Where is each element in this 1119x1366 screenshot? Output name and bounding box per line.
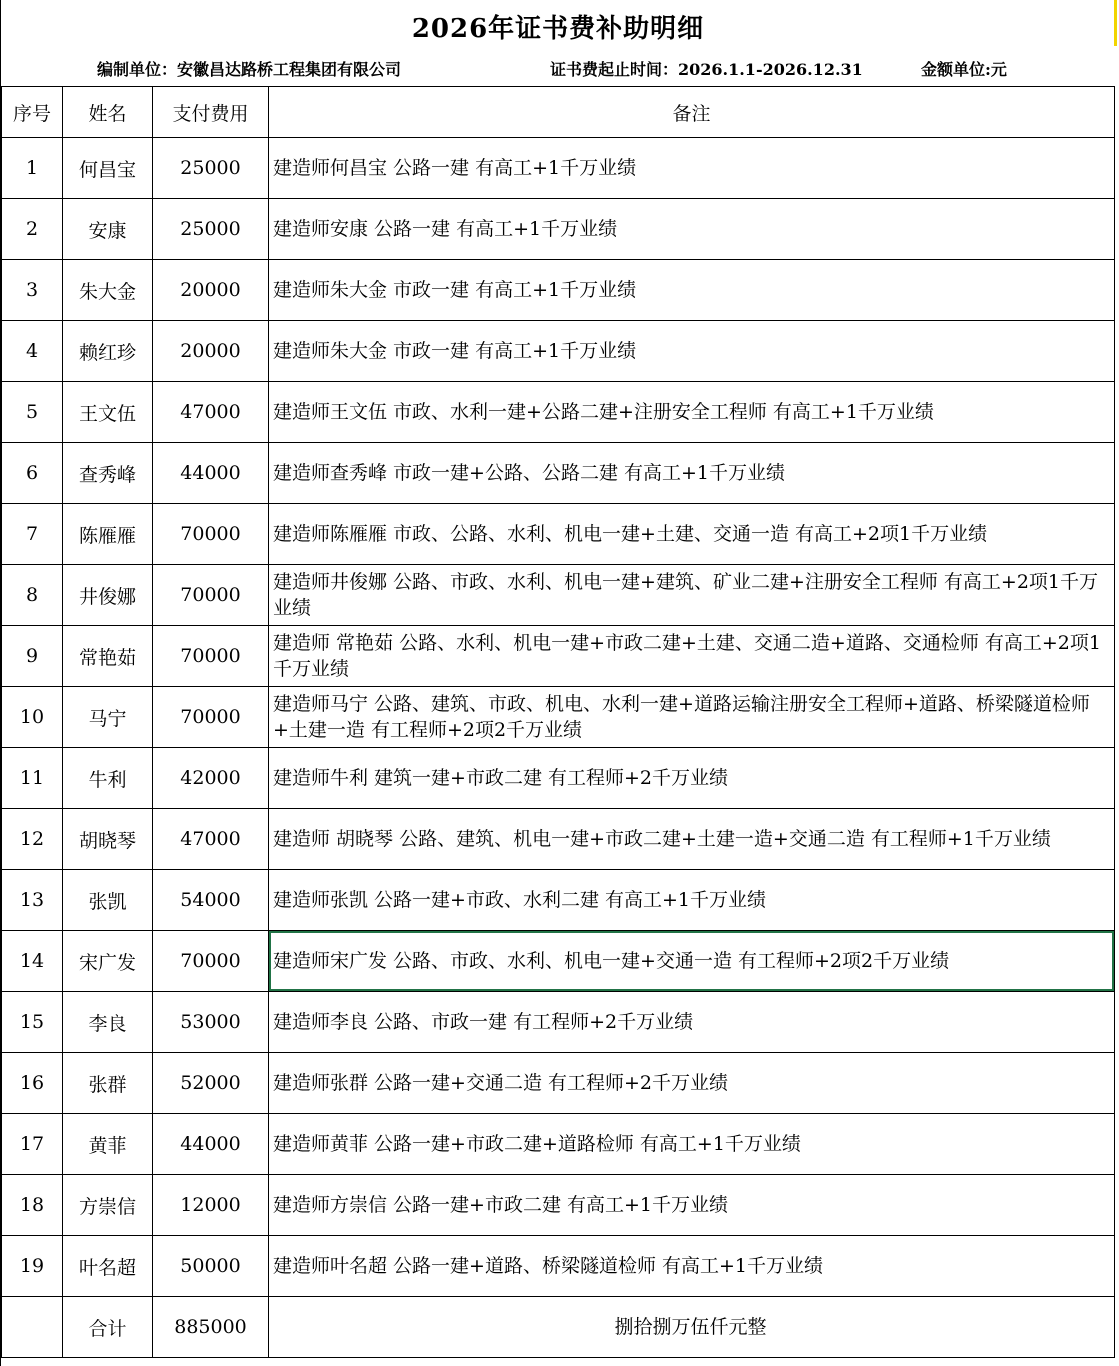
row-name-cell[interactable]: 赖红珍 [63,321,153,382]
row-name-cell[interactable]: 常艳茹 [63,626,153,687]
row-name-cell[interactable]: 马宁 [63,687,153,748]
total-index-cell[interactable] [2,1297,63,1358]
row-name-cell[interactable]: 方崇信 [63,1175,153,1236]
row-index-cell[interactable]: 1 [2,138,63,199]
row-name-cell[interactable]: 王文伍 [63,382,153,443]
row-amount-cell[interactable]: 52000 [153,1053,269,1114]
row-amount-cell[interactable]: 53000 [153,992,269,1053]
header-amount[interactable]: 支付费用 [153,87,269,138]
row-amount-cell[interactable]: 54000 [153,870,269,931]
row-remarks-cell[interactable]: 建造师牛利 建筑一建+市政二建 有工程师+2千万业绩 [269,748,1115,809]
row-remarks-cell[interactable]: 建造师宋广发 公路、市政、水利、机电一建+交通一造 有工程师+2项2千万业绩 [269,931,1115,992]
sheet-title: 2026年证书费补助明细 [411,13,705,44]
table-row [2,1236,1115,1297]
table-row [2,504,1115,565]
row-amount-cell[interactable]: 70000 [153,687,269,748]
row-index-cell[interactable]: 5 [2,382,63,443]
row-amount-cell[interactable]: 12000 [153,1175,269,1236]
row-name-cell[interactable]: 张群 [63,1053,153,1114]
subsidy-table [1,86,1115,1358]
row-index-cell[interactable]: 18 [2,1175,63,1236]
row-name-cell[interactable]: 宋广发 [63,931,153,992]
row-remarks-cell[interactable]: 建造师王文伍 市政、水利一建+公路二建+注册安全工程师 有高工+1千万业绩 [269,382,1115,443]
row-remarks-cell[interactable]: 建造师马宁 公路、建筑、市政、机电、水利一建+道路运输注册安全工程师+道路、桥梁隧道检师+土建一造 有工程师+2项2千万业绩 [269,687,1115,748]
row-name-cell[interactable]: 胡晓琴 [63,809,153,870]
row-remarks-cell[interactable]: 建造师 胡晓琴 公路、建筑、机电一建+市政二建+土建一造+交通二造 有工程师+1千万业绩 [269,809,1115,870]
row-remarks-cell[interactable]: 建造师安康 公路一建 有高工+1千万业绩 [269,199,1115,260]
row-index-cell[interactable]: 15 [2,992,63,1053]
row-index-cell[interactable]: 11 [2,748,63,809]
row-index-cell[interactable]: 7 [2,504,63,565]
row-name-cell[interactable]: 李良 [63,992,153,1053]
row-index-cell[interactable]: 13 [2,870,63,931]
row-name-cell[interactable]: 黄菲 [63,1114,153,1175]
row-remarks-cell[interactable]: 建造师陈雁雁 市政、公路、水利、机电一建+土建、交通一造 有高工+2项1千万业绩 [269,504,1115,565]
table-row [2,321,1115,382]
row-amount-cell[interactable]: 70000 [153,931,269,992]
fee-period: 证书费起止时间：2026.1.1-2026.12.31 [550,60,863,79]
row-amount-cell[interactable]: 20000 [153,260,269,321]
amount-unit: 金额单位:元 [921,60,1007,79]
row-index-cell[interactable]: 6 [2,443,63,504]
row-amount-cell[interactable]: 50000 [153,1236,269,1297]
row-name-cell[interactable]: 叶名超 [63,1236,153,1297]
row-index-cell[interactable]: 19 [2,1236,63,1297]
table-row [2,748,1115,809]
row-amount-cell[interactable]: 25000 [153,138,269,199]
table-row [2,870,1115,931]
total-row [2,1297,1115,1358]
header-remarks[interactable]: 备注 [269,87,1115,138]
row-name-cell[interactable]: 陈雁雁 [63,504,153,565]
row-index-cell[interactable]: 17 [2,1114,63,1175]
row-remarks-cell[interactable]: 建造师张群 公路一建+交通二造 有工程师+2千万业绩 [269,1053,1115,1114]
table-row [2,1175,1115,1236]
table-row [2,1114,1115,1175]
header-row [2,87,1115,138]
header-index[interactable]: 序号 [2,87,63,138]
row-index-cell[interactable]: 3 [2,260,63,321]
row-remarks-cell[interactable]: 建造师何昌宝 公路一建 有高工+1千万业绩 [269,138,1115,199]
row-amount-cell[interactable]: 44000 [153,443,269,504]
row-remarks-cell[interactable]: 建造师朱大金 市政一建 有高工+1千万业绩 [269,260,1115,321]
table-row [2,809,1115,870]
row-amount-cell[interactable]: 47000 [153,382,269,443]
row-amount-cell[interactable]: 42000 [153,748,269,809]
table-row [2,138,1115,199]
total-in-words[interactable]: 捌拾捌万伍仟元整 [269,1297,1115,1358]
total-label[interactable]: 合计 [63,1297,153,1358]
row-index-cell[interactable]: 14 [2,931,63,992]
row-remarks-cell[interactable]: 建造师叶名超 公路一建+道路、桥梁隧道检师 有高工+1千万业绩 [269,1236,1115,1297]
row-index-cell[interactable]: 9 [2,626,63,687]
row-name-cell[interactable]: 安康 [63,199,153,260]
row-index-cell[interactable]: 10 [2,687,63,748]
row-name-cell[interactable]: 牛利 [63,748,153,809]
row-index-cell[interactable]: 8 [2,565,63,626]
row-index-cell[interactable]: 12 [2,809,63,870]
row-amount-cell[interactable]: 47000 [153,809,269,870]
row-amount-cell[interactable]: 70000 [153,565,269,626]
table-row [2,1053,1115,1114]
row-amount-cell[interactable]: 70000 [153,626,269,687]
header-name[interactable]: 姓名 [63,87,153,138]
row-amount-cell[interactable]: 44000 [153,1114,269,1175]
row-remarks-cell[interactable]: 建造师张凯 公路一建+市政、水利二建 有高工+1千万业绩 [269,870,1115,931]
row-amount-cell[interactable]: 25000 [153,199,269,260]
row-remarks-cell[interactable]: 建造师 常艳茹 公路、水利、机电一建+市政二建+土建、交通二造+道路、交通检师 有高工+2项1千万业绩 [269,626,1115,687]
table-row [2,992,1115,1053]
row-index-cell[interactable]: 2 [2,199,63,260]
table-row [2,443,1115,504]
row-remarks-cell[interactable]: 建造师井俊娜 公路、市政、水利、机电一建+建筑、矿业二建+注册安全工程师 有高工+2项1千万业绩 [269,565,1115,626]
row-name-cell[interactable]: 查秀峰 [63,443,153,504]
row-name-cell[interactable]: 何昌宝 [63,138,153,199]
row-remarks-cell[interactable]: 建造师查秀峰 市政一建+公路、公路二建 有高工+1千万业绩 [269,443,1115,504]
table-row [2,565,1115,626]
row-index-cell[interactable]: 4 [2,321,63,382]
table-row [2,626,1115,687]
row-name-cell[interactable]: 朱大金 [63,260,153,321]
total-amount[interactable]: 885000 [153,1297,269,1358]
table-row [2,260,1115,321]
row-name-cell[interactable]: 井俊娜 [63,565,153,626]
table-row [2,199,1115,260]
row-amount-cell[interactable]: 20000 [153,321,269,382]
row-remarks-cell[interactable]: 建造师朱大金 市政一建 有高工+1千万业绩 [269,321,1115,382]
table-row [2,687,1115,748]
row-remarks-cell[interactable]: 建造师李良 公路、市政一建 有工程师+2千万业绩 [269,992,1115,1053]
compiling-unit: 编制单位：安徽昌达路桥工程集团有限公司 [97,60,402,79]
row-remarks-cell[interactable]: 建造师黄菲 公路一建+市政二建+道路检师 有高工+1千万业绩 [269,1114,1115,1175]
row-name-cell[interactable]: 张凯 [63,870,153,931]
table-row [2,382,1115,443]
row-amount-cell[interactable]: 70000 [153,504,269,565]
table-row [2,931,1115,992]
row-remarks-cell[interactable]: 建造师方崇信 公路一建+市政二建 有高工+1千万业绩 [269,1175,1115,1236]
row-index-cell[interactable]: 16 [2,1053,63,1114]
